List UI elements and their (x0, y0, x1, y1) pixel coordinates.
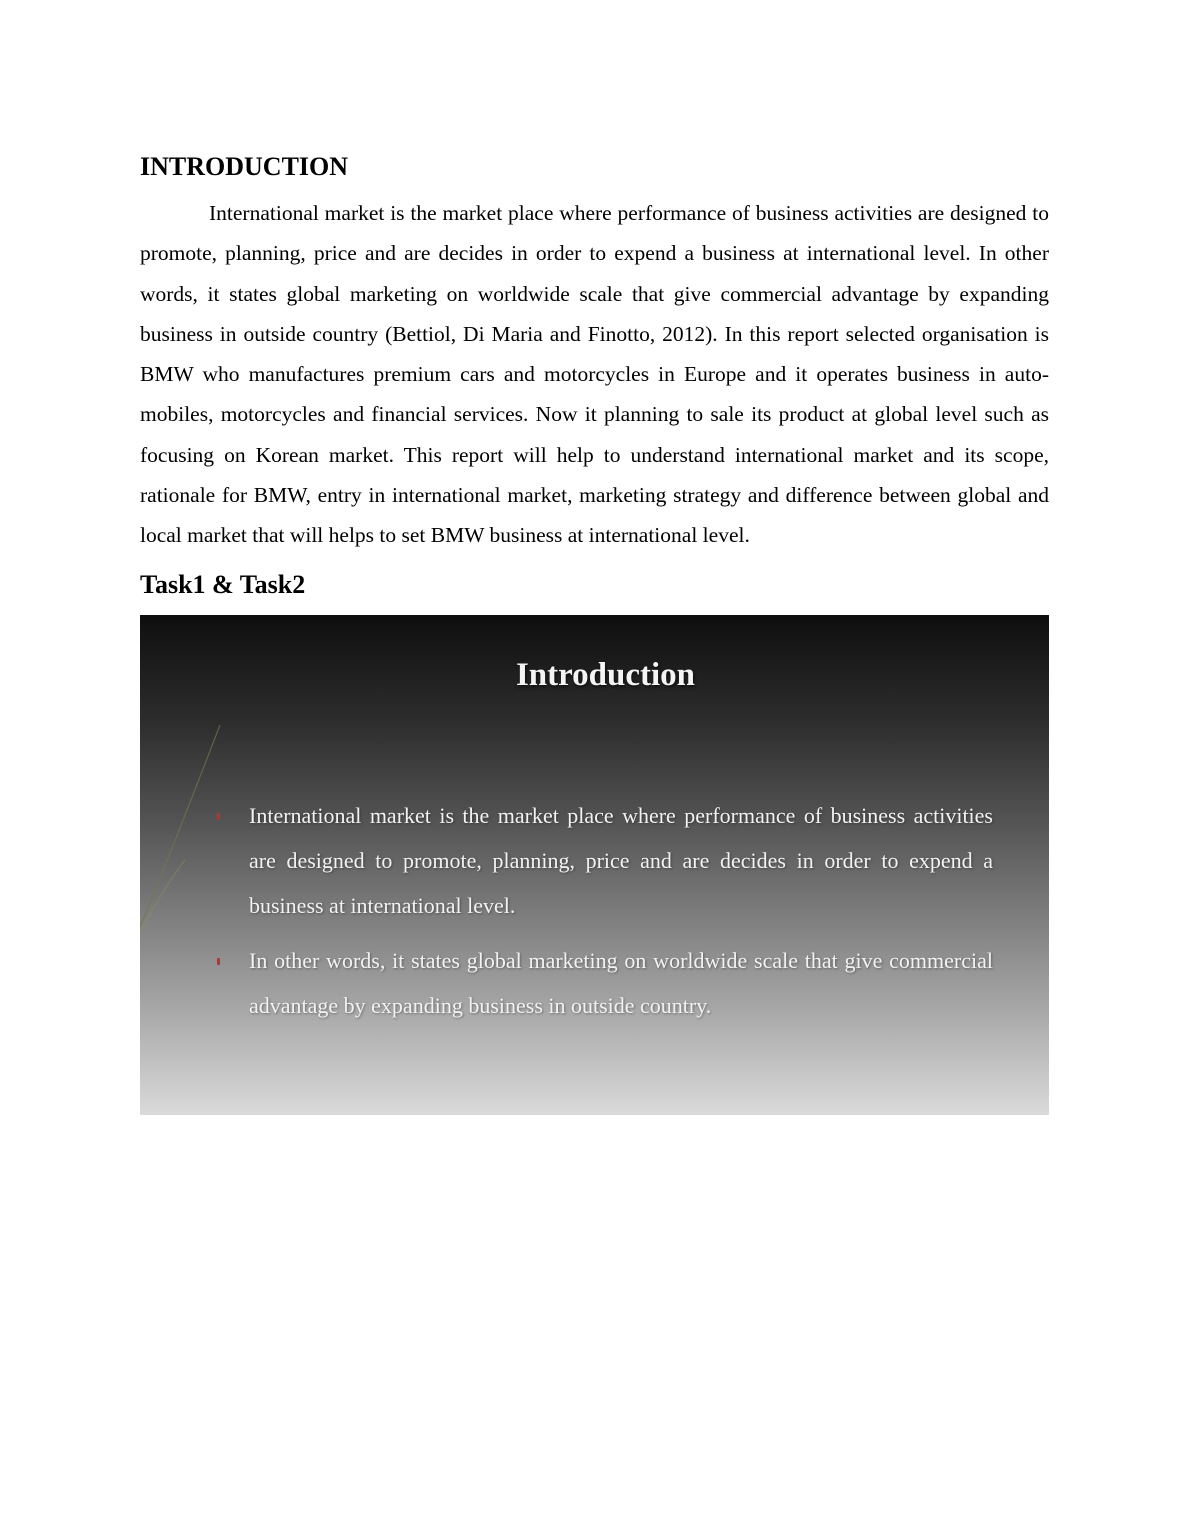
task-heading: Task1 & Task2 (140, 569, 306, 599)
intro-heading: INTRODUCTION (140, 152, 349, 181)
bullet-icon (217, 813, 220, 820)
intro-paragraph: International market is the market place where performance of business activities are designed to promote, planning, price and are decides in order to expend a business at international level. In other words, it states global marketing on worldwide scale that give commercial advantage by expanding business in outside country (Bettiol, Di Maria and Finotto, 2012). In this report selected organisation is BMW who manufactures premium cars and motorcycles in Europe and it operates business in auto-mobiles, motorcycles and financial services. Now it planning to sale its product at global level such as focusing on Korean market. This report will help to understand international market and its scope, rationale for BMW, entry in international market, marketing strategy and difference between global and local market that will helps to set BMW business at international level. (140, 201, 1049, 548)
slide-bullet-list (215, 793, 993, 1038)
bullet-icon (217, 958, 220, 965)
document-page (140, 150, 1049, 1115)
slide-title: Introduction (515, 656, 696, 693)
slide-bullet-item (215, 793, 993, 928)
slide-image (140, 615, 1049, 1115)
slide-bullet-text: International market is the market place where performance of business activities are designed to promote, planning, price and are decides in order to expend a business at international level. (249, 802, 993, 918)
slide-bullet-text: In other words, it states global marketing on worldwide scale that give commercial advantage by expanding business in outside country. (249, 947, 993, 1018)
slide-bullet-item (215, 938, 993, 1028)
